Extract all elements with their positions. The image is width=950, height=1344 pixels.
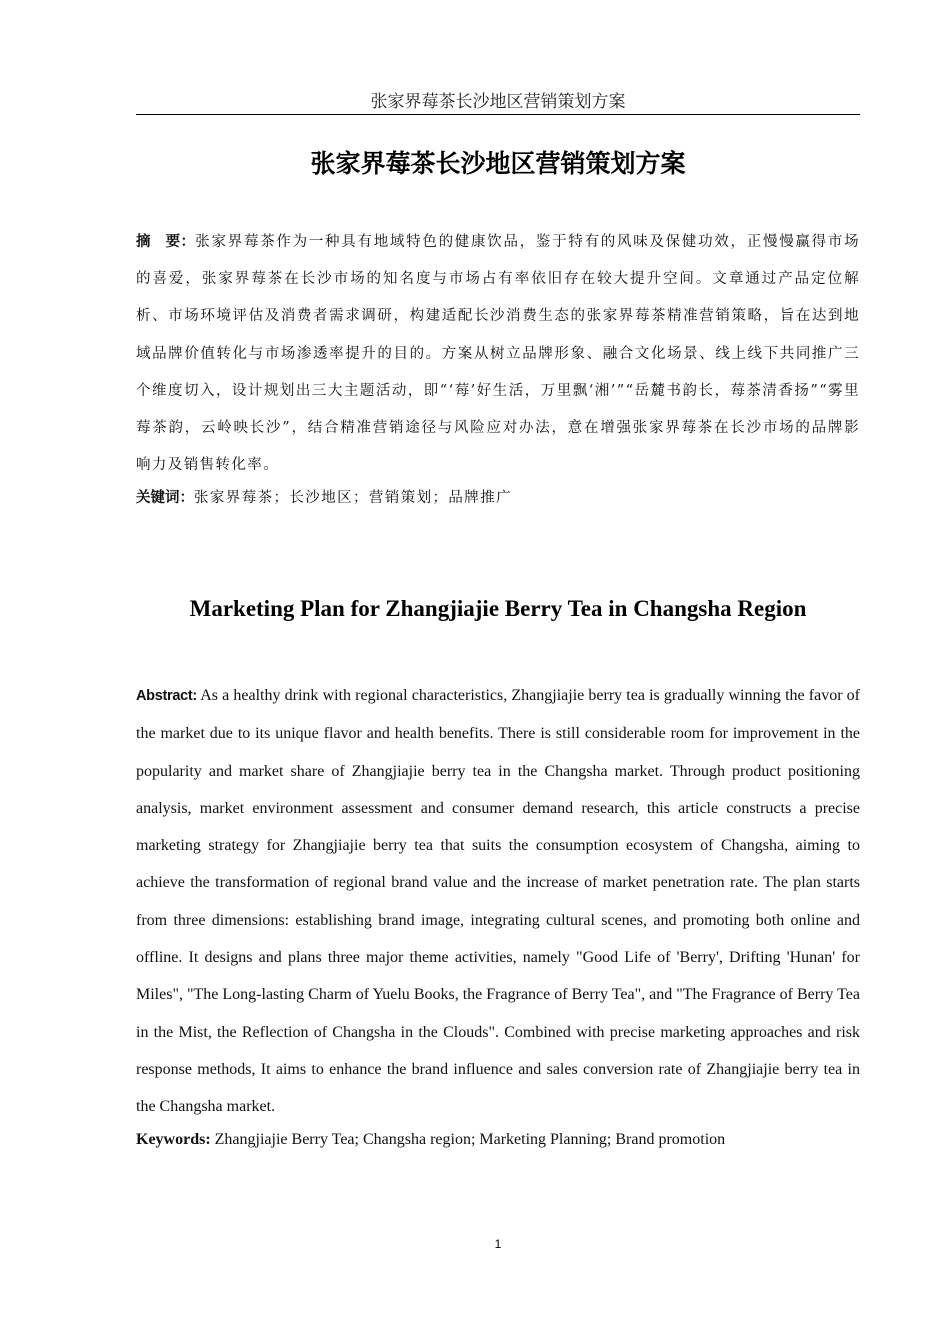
english-title: Marketing Plan for Zhangjiajie Berry Tea in Changsha Region [189,596,807,621]
chinese-keywords-label: 关键词： [136,490,194,506]
running-header: 张家界莓茶长沙地区营销策划方案 [370,92,626,112]
english-keywords [136,1126,860,1154]
english-keywords-text: Zhangjiajie Berry Tea; Changsha region; Marketing Planning; Brand promotion [210,1131,726,1148]
page-number: 1 [494,1237,502,1251]
chinese-abstract-label: 摘 要： [136,234,196,250]
chinese-keywords-text: 张家界莓茶；长沙地区；营销策划；品牌推广 [194,490,512,506]
chinese-abstract-text: 张家界莓茶作为一种具有地域特色的健康饮品，鉴于特有的风味及保健功效，正慢慢赢得市场的喜爱，张家界莓茶在长沙市场的知名度与市场占有率依旧存在较大提升空间。文章通过产品定位解析、市场环境评估及消费者需求调研，构建适配长沙消费生态的张家界莓茶精准营销策略，旨在达到地域品牌价值转化与市场渗透率提升的目的。方案从树立品牌形象、融合文化场景、线上线下共同推广三个维度切入，设计规划出三大主题活动，即“‘莓’好生活，万里飘‘湘’”“岳麓书韵长，莓茶清香扬”“雾里莓茶韵，云岭映长沙”，结合精准营销途径与风险应对办法，意在增强张家界莓茶在长沙市场的品牌影响力及销售转化率。 [136,234,860,474]
header-rule [136,114,860,115]
chinese-keywords [136,483,860,513]
chinese-title: 张家界莓茶长沙地区营销策划方案 [310,149,686,178]
chinese-abstract [136,224,860,484]
english-keywords-label: Keywords: [136,1131,211,1148]
english-abstract [136,677,860,1126]
english-abstract-label: Abstract: [136,688,197,704]
english-abstract-text: As a healthy drink with regional characteristics, Zhangjiajie berry tea is gradually winning the favor of the market due to its unique flavor and health benefits. There is still considerable room for improvement in the popularity and market share of Zhangjiajie berry tea in the Changsha market. Through product positioning analysis, market environment assessment and consumer demand research, this article constructs a precise marketing strategy for Zhangjiajie berry tea that suits the consumption ecosystem of Changsha, aiming to achieve the transformation of regional brand value and the increase of market penetration rate. The plan starts from three dimensions: establishing brand image, integrating cultural scenes, and promoting both online and offline. It designs and plans three major theme activities, namely "Good Life of 'Berry', Drifting 'Hunan' for Miles", "The Long-lasting Charm of Yuelu Books, the Fragrance of Berry Tea", and "The Fragrance of Berry Tea in the Mist, the Reflection of Changsha in the Clouds". Combined with precise marketing approaches and risk response methods, It aims to enhance the brand influence and sales conversion rate of Zhangjiajie berry tea in the Changsha market. [136,687,860,1116]
